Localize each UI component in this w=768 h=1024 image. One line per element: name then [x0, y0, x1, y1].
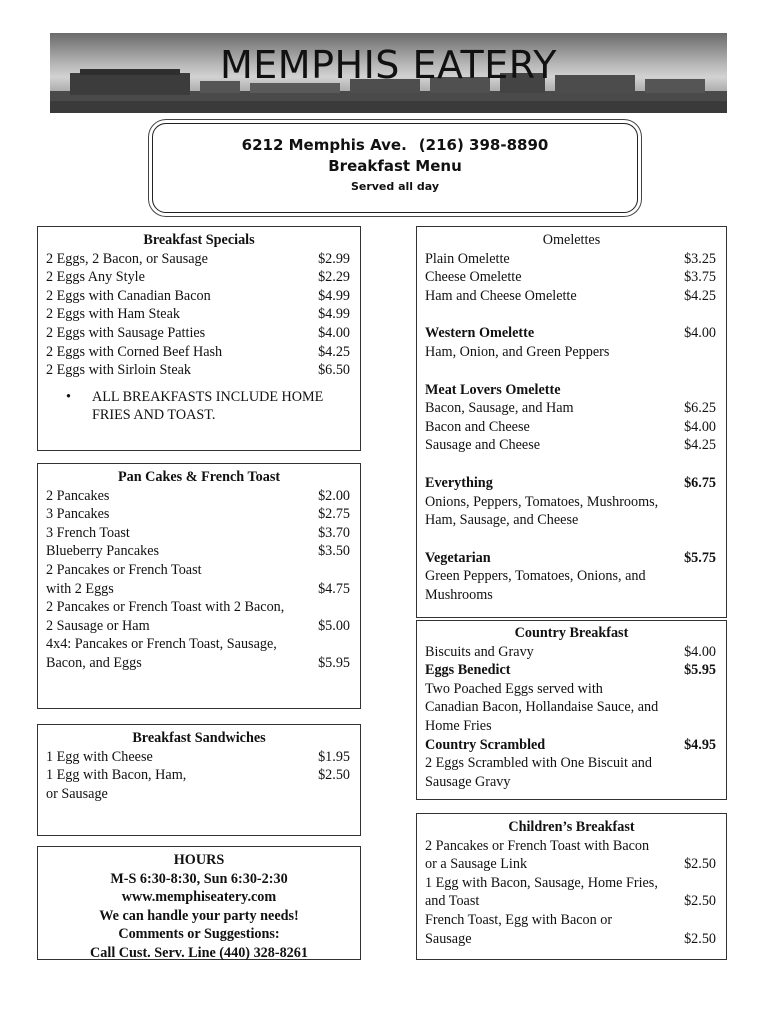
- comments-note: Comments or Suggestions:: [118, 926, 280, 942]
- menu-item-line: 4x4: Pancakes or French Toast, Sausage,: [46, 636, 277, 653]
- menu-subtitle: Meat Lovers Omelette: [425, 381, 561, 398]
- menu-item: Sausage and Cheese $4.25: [425, 437, 716, 454]
- party-note: We can handle your party needs!: [99, 907, 299, 924]
- menu-item-line: 2 Pancakes or French Toast with 2 Bacon,: [46, 599, 285, 616]
- menu-item-desc: Two Poached Eggs served with: [425, 680, 603, 697]
- menu-item: 1 Egg with Bacon, Ham, $2.50: [46, 767, 350, 784]
- menu-item: and Toast $2.50: [425, 893, 716, 910]
- menu-item: 2 Sausage or Ham $5.00: [46, 617, 350, 634]
- menu-item: Sausage $2.50: [425, 930, 716, 947]
- hours-times: M-S 6:30-8:30, Sun 6:30-2:30: [110, 870, 288, 887]
- menu-item: Everything $6.75: [425, 474, 716, 491]
- menu-item: 2 Pancakes $2.00: [46, 487, 350, 504]
- section-title: Country Breakfast: [514, 625, 629, 641]
- menu-item: 2 Eggs with Sausage Patties $4.00: [46, 324, 350, 341]
- breakfast-specials-section: [37, 226, 361, 451]
- menu-item-desc: Ham, Onion, and Green Peppers: [425, 343, 610, 360]
- menu-item: or a Sausage Link $2.50: [425, 856, 716, 873]
- menu-title: Breakfast Menu: [328, 157, 462, 175]
- hours-title: HOURS: [173, 852, 225, 868]
- menu-item: Ham and Cheese Omelette $4.25: [425, 287, 716, 304]
- menu-item: with 2 Eggs $4.75: [46, 580, 350, 597]
- menu-item-line: 1 Egg with Bacon, Sausage, Home Fries,: [425, 874, 658, 891]
- menu-item-line: 2 Pancakes or French Toast with Bacon: [425, 837, 650, 854]
- menu-item-desc: Sausage Gravy: [425, 773, 511, 790]
- header-banner: [50, 33, 727, 113]
- menu-item: 3 Pancakes $2.75: [46, 506, 350, 523]
- menu-item: 1 Egg with Cheese $1.95: [46, 748, 350, 765]
- bullet-icon: •: [66, 388, 71, 405]
- section-title: Breakfast Specials: [143, 232, 255, 248]
- menu-item: Blueberry Pancakes $3.50: [46, 543, 350, 560]
- menu-item: 2 Eggs Any Style $2.29: [46, 269, 350, 286]
- pancakes-section: [37, 463, 361, 709]
- menu-item: Eggs Benedict $5.95: [425, 662, 716, 679]
- menu-item-desc: Green Peppers, Tomatoes, Onions, and: [425, 568, 646, 585]
- menu-item-desc: Onions, Peppers, Tomatoes, Mushrooms,: [425, 493, 659, 510]
- menu-item-desc: 2 Eggs Scrambled with One Biscuit and: [425, 755, 652, 772]
- section-title: Pan Cakes & French Toast: [117, 469, 281, 485]
- served-note: Served all day: [350, 180, 440, 193]
- menu-item-desc: Home Fries: [425, 717, 492, 734]
- menu-item: 2 Eggs with Corned Beef Hash $4.25: [46, 343, 350, 360]
- menu-item: Bacon, Sausage, and Ham $6.25: [425, 400, 716, 417]
- sandwiches-section: [37, 724, 361, 836]
- menu-item: Biscuits and Gravy $4.00: [425, 643, 716, 660]
- section-title: Children’s Breakfast: [508, 819, 635, 835]
- address-phone-line: [153, 136, 637, 154]
- restaurant-name: MEMPHIS EATERY: [220, 43, 557, 87]
- phone: (216) 398-8890: [418, 136, 549, 154]
- menu-item: 2 Eggs with Canadian Bacon $4.99: [46, 287, 350, 304]
- menu-item-desc: Mushrooms: [425, 586, 493, 603]
- menu-item-desc: Canadian Bacon, Hollandaise Sauce, and: [425, 699, 659, 716]
- section-title: Omelettes: [542, 232, 601, 248]
- menu-item: 2 Eggs with Ham Steak $4.99: [46, 306, 350, 323]
- menu-item: 2 Eggs with Sirloin Steak $6.50: [46, 362, 350, 379]
- menu-item-desc: Ham, Sausage, and Cheese: [425, 512, 579, 529]
- menu-item-line: French Toast, Egg with Bacon or: [425, 911, 613, 928]
- breakfast-note: • ALL BREAKFASTS INCLUDE HOME FRIES AND TOAST.: [66, 388, 324, 424]
- menu-item: Bacon, and Eggs $5.95: [46, 654, 350, 671]
- childrens-breakfast-section: [416, 813, 727, 960]
- address: 6212 Memphis Ave.: [241, 136, 407, 154]
- menu-item: Plain Omelette $3.25: [425, 250, 716, 267]
- menu-item-line: 2 Pancakes or French Toast: [46, 561, 202, 578]
- menu-item-line: or Sausage: [46, 785, 108, 802]
- hours-section: [37, 846, 361, 960]
- section-title: Breakfast Sandwiches: [132, 730, 266, 746]
- menu-item: 3 French Toast $3.70: [46, 524, 350, 541]
- service-line: Call Cust. Serv. Line (440) 328-8261: [90, 944, 308, 961]
- menu-item: Western Omelette $4.00: [425, 325, 716, 342]
- website-link[interactable]: www.memphiseatery.com: [121, 889, 277, 905]
- menu-item: 2 Eggs, 2 Bacon, or Sausage $2.99: [46, 250, 350, 267]
- menu-item: Vegetarian $5.75: [425, 549, 716, 566]
- country-breakfast-section: [416, 620, 727, 800]
- menu-item: Country Scrambled $4.95: [425, 736, 716, 753]
- omelettes-section: [416, 226, 727, 618]
- info-box: [152, 123, 638, 213]
- menu-item: Bacon and Cheese $4.00: [425, 418, 716, 435]
- menu-item: Cheese Omelette $3.75: [425, 269, 716, 286]
